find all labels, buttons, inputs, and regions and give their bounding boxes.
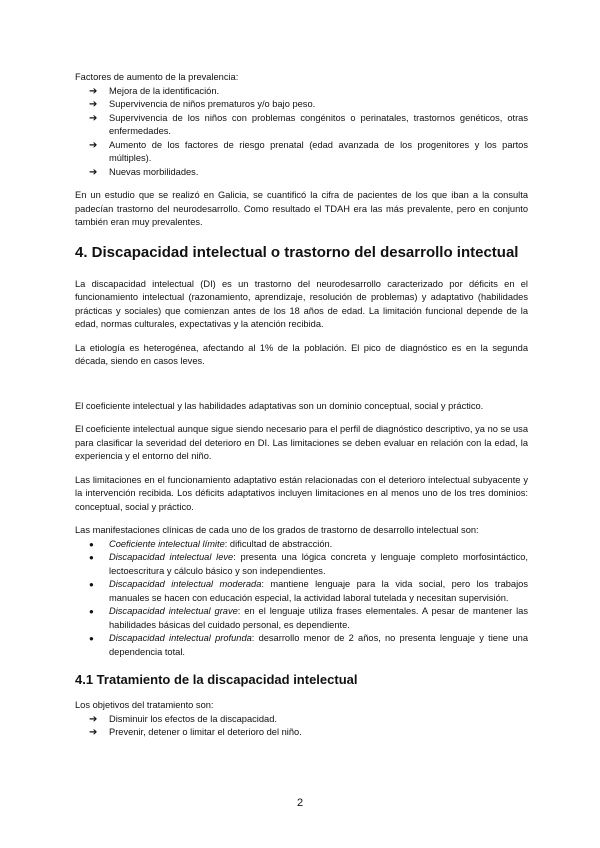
bullet-icon: ● (89, 634, 94, 643)
list-item: ● Discapacidad intelectual grave: en el lenguaje utiliza frases elementales. A pesar de mantener las habilidades básicas del cuidado personal, es dependiente. (89, 606, 528, 630)
arrow-icon: ➔ (89, 713, 98, 725)
list-item: ● Discapacidad intelectual moderada: mantiene lenguaje para la vida social, pero los trabajos manuales se hacen con educación especial, la actividad laboral tutelada y necesitan supervisión. (89, 579, 528, 603)
paragraph: Las manifestaciones clínicas de cada uno de los grados de trastorno de desarrollo intelectual son: (75, 525, 479, 535)
paragraph: El coeficiente intelectual y las habilidades adaptativas son un dominio conceptual, social y práctico. (75, 400, 484, 411)
treatment-list (75, 713, 528, 740)
list-item: ● Discapacidad intelectual leve: presenta una lógica concreta y lenguaje completo morfosintáctico, lectoescritura y cálculo básico y son independientes. (89, 552, 528, 576)
page-number: 2 (296, 797, 304, 809)
bullet-icon: ● (89, 580, 94, 589)
arrow-icon: ➔ (89, 99, 98, 110)
arrow-icon: ➔ (89, 112, 98, 124)
study-paragraph: En un estudio que se realizó en Galicia, se cuantificó la cifra de pacientes de los que iban a la consulta padecían trastorno del neurodesarrollo. Como resultado el TDAH era las más prevalente, pero en conjunto también eran muy prevalentes. (75, 190, 528, 227)
arrow-icon: ➔ (89, 166, 98, 178)
list-item: ➔ Disminuir los efectos de la discapacidad. (89, 713, 277, 725)
list-item: ● Coeficiente intelectual límite: dificultad de abstracción. (75, 538, 528, 552)
list-item: ➔ Mejora de la identificación. (89, 85, 220, 97)
bullet-icon: ● (89, 607, 94, 616)
treatment-intro: Los objetivos del tratamiento son: (75, 700, 214, 710)
list-item: ➔ Supervivencia de niños prematuros y/o bajo peso. (89, 99, 316, 110)
list-item: ➔ Prevenir, detener o limitar el deterioro del niño. (89, 727, 302, 738)
arrow-icon: ➔ (89, 85, 98, 97)
arrow-icon: ➔ (89, 727, 98, 738)
grades-list (75, 538, 528, 660)
prevalence-list (75, 85, 528, 180)
arrow-icon: ➔ (89, 139, 98, 151)
list-item: ➔ Supervivencia de los niños con problemas congénitos o perinatales, trastornos genéticos, otras enfermedades. (89, 112, 528, 136)
page-content (75, 71, 528, 740)
paragraph: La discapacidad intelectual (DI) es un trastorno del neurodesarrollo caracterizado por déficits en el funcionamiento intelectual (razonamiento, aprendizaje, resolución de problemas) y adaptativo (habilidades prácticas y sociales) que comienzan antes de los 18 años de edad. La limitación funcional depende de la edad, normas culturales, expectativas y la atención recibida. (75, 278, 528, 329)
prevalence-heading: Factores de aumento de la prevalencia: (75, 72, 239, 82)
section-4-title: 4. Discapacidad intelectual o trastorno del desarrollo intectual (75, 243, 519, 261)
paragraph: El coeficiente intelectual aunque sigue siendo necesario para el perfil de diagnóstico descriptivo, ya no se usa para clasificar la severidad del deterioro en DI. Las limitaciones se deben evaluar en relación con la edad, la experiencia y el entorno del niño. (75, 424, 528, 461)
paragraph: Las limitaciones en el funcionamiento adaptativo están relacionadas con el deterioro intelectual subyacente y la intervención recibida. Los déficits adaptativos incluyen limitaciones en al menos uno de los tres dominios: conceptual, social y práctico. (75, 474, 528, 512)
section-4-1-title: 4.1 Tratamiento de la discapacidad intelectual (75, 672, 358, 687)
list-item: ● Discapacidad intelectual profunda: desarrollo menor de 2 años, no presenta lenguaje y tiene una dependencia total. (89, 633, 528, 657)
bullet-icon: ● (89, 553, 94, 562)
paragraph: La etiología es heterogénea, afectando al 1% de la población. El pico de diagnóstico es en la segunda década, siendo en casos leves. (75, 342, 528, 366)
list-item: ➔ Aumento de los factores de riesgo prenatal (edad avanzada de los progenitores y los partos múltiples). (89, 139, 528, 163)
list-item: ➔ Nuevas morbilidades. (89, 166, 199, 178)
bullet-icon: ● (89, 539, 94, 549)
